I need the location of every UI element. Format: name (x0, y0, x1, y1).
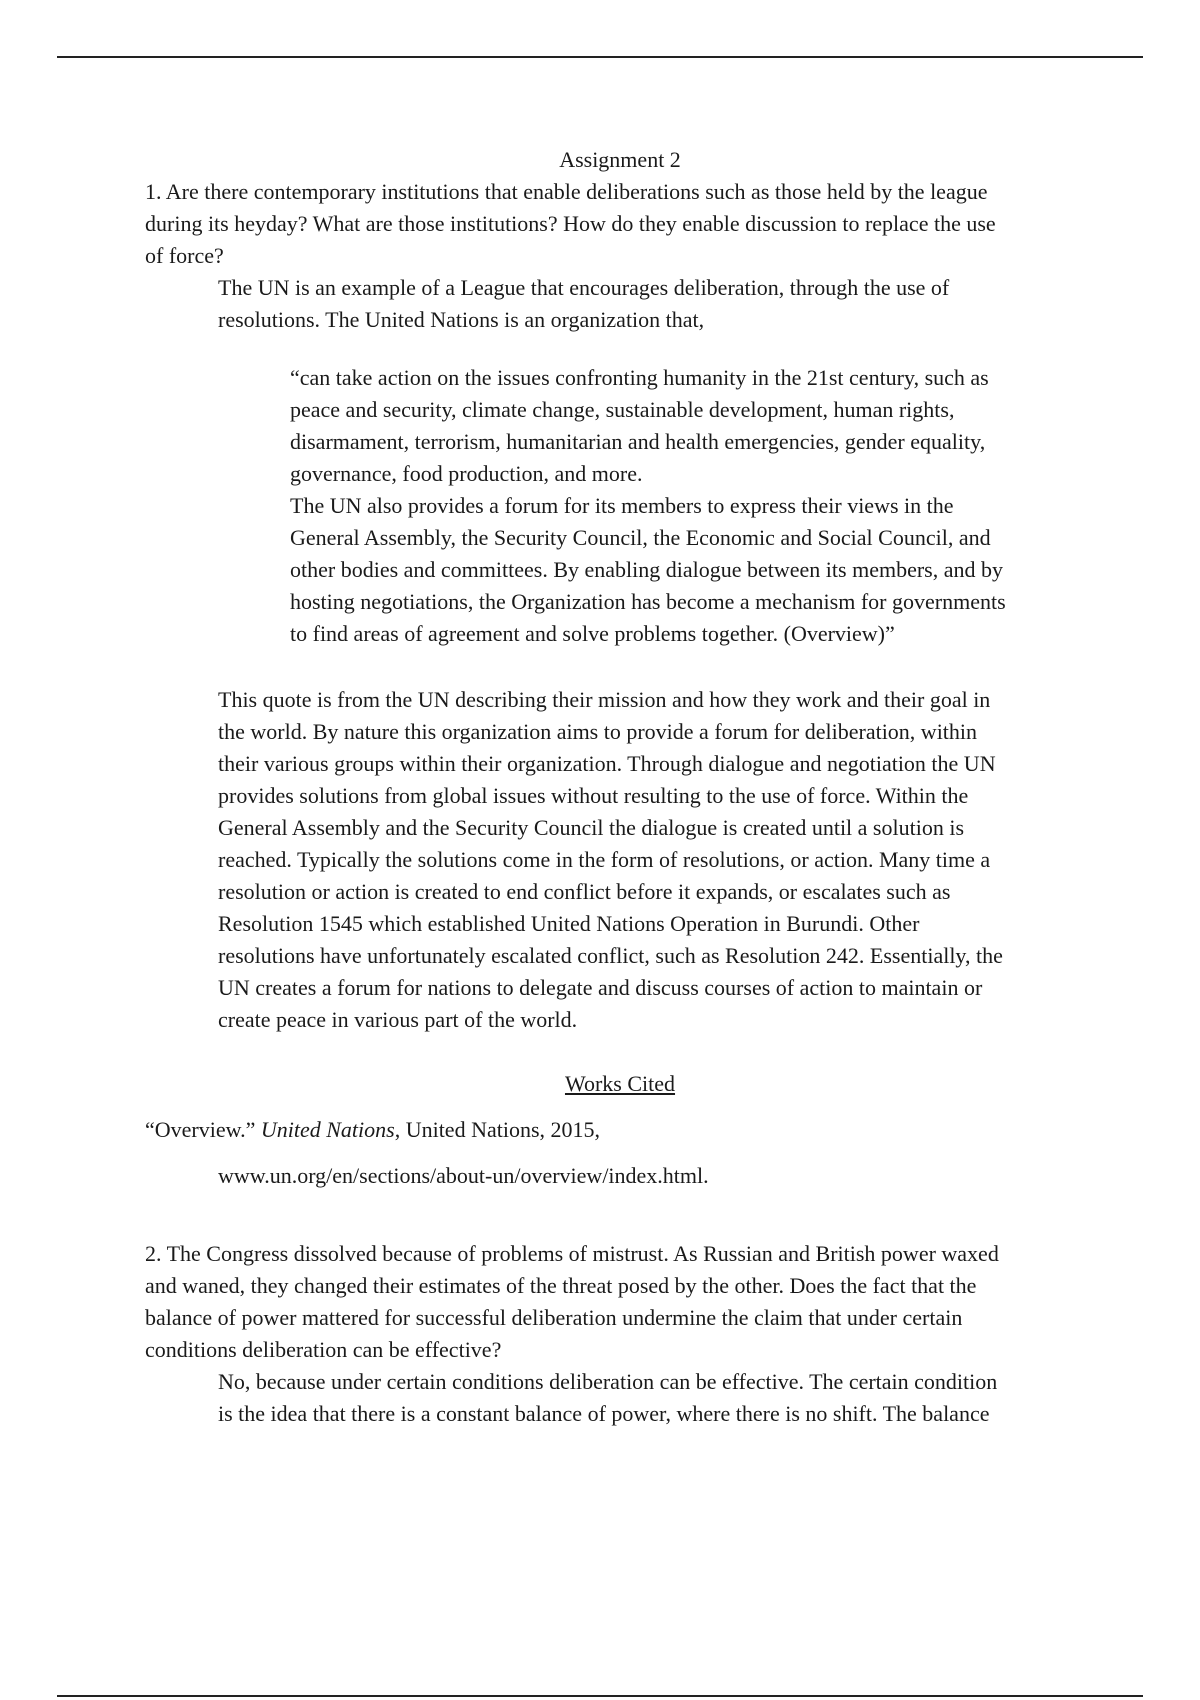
answer1-body-line-2: the world. By nature this organization aims to provide a forum for deliberation, within (218, 719, 978, 744)
question2-line-2: and waned, they changed their estimates of the threat posed by the other. Does the fact that the (145, 1273, 977, 1298)
answer1-body-line-9: resolutions have unfortunately escalated conflict, such as Resolution 242. Essentially, the (218, 943, 1003, 968)
works-cited-url: www.un.org/en/sections/about-un/overview/index.html. (218, 1163, 709, 1188)
answer1-intro-line-2: resolutions. The United Nations is an organization that, (218, 307, 705, 332)
answer1-body-line-8: Resolution 1545 which established United Nations Operation in Burundi. Other (218, 911, 920, 936)
quote-line-7: other bodies and committees. By enabling dialogue between its members, and by (290, 557, 1003, 582)
quote-line-1: “can take action on the issues confronting humanity in the 21st century, such as (290, 365, 989, 390)
quote-line-9: to find areas of agreement and solve problems together. (Overview)” (290, 621, 895, 646)
answer1-body-line-7: resolution or action is created to end conflict before it expands, or escalates such as (218, 879, 951, 904)
answer1-body-line-1: This quote is from the UN describing their mission and how they work and their goal in (218, 687, 991, 712)
question1-line-1: 1. Are there contemporary institutions that enable deliberations such as those held by the league (145, 179, 988, 204)
question1-line-2: during its heyday? What are those institutions? How do they enable discussion to replace the use (145, 211, 996, 236)
answer2-line-1: No, because under certain conditions deliberation can be effective. The certain condition (218, 1369, 998, 1394)
works-cited-entry-suffix: , United Nations, 2015, (394, 1117, 601, 1142)
question2-line-4: conditions deliberation can be effective? (145, 1337, 502, 1362)
quote-line-4: governance, food production, and more. (290, 461, 643, 486)
answer1-body-line-5: General Assembly and the Security Council the dialogue is created until a solution is (218, 815, 965, 840)
answer1-body-line-3: their various groups within their organization. Through dialogue and negotiation the UN (218, 751, 996, 776)
quote-line-3: disarmament, terrorism, humanitarian and health emergencies, gender equality, (290, 429, 986, 454)
quote-line-2: peace and security, climate change, sustainable development, human rights, (290, 397, 955, 422)
works-cited-entry-source: United Nations (260, 1117, 395, 1142)
quote-line-8: hosting negotiations, the Organization has become a mechanism for governments (290, 589, 1006, 614)
bottom-rule (57, 1695, 1143, 1697)
quote-line-6: General Assembly, the Security Council, the Economic and Social Council, and (290, 525, 991, 550)
answer1-body-line-4: provides solutions from global issues without resulting to the use of force. Within the (218, 783, 969, 808)
answer2-line-2: is the idea that there is a constant balance of power, where there is no shift. The balance (218, 1401, 990, 1426)
works-cited-entry-prefix: “Overview.” (145, 1117, 261, 1142)
works-cited-entry (145, 1114, 600, 1146)
top-rule (57, 56, 1143, 58)
quote-line-5: The UN also provides a forum for its members to express their views in the (290, 493, 954, 518)
answer1-body-line-6: reached. Typically the solutions come in the form of resolutions, or action. Many time a (218, 847, 991, 872)
question2-line-1: 2. The Congress dissolved because of problems of mistrust. As Russian and British power waxed (145, 1241, 999, 1266)
document-title: Assignment 2 (559, 147, 681, 172)
question1-line-3: of force? (145, 243, 224, 268)
answer1-intro-line-1: The UN is an example of a League that encourages deliberation, through the use of (218, 275, 950, 300)
question2-line-3: balance of power mattered for successful deliberation undermine the claim that under certain (145, 1305, 963, 1330)
works-cited-heading: Works Cited (564, 1071, 676, 1096)
answer1-body-line-11: create peace in various part of the world. (218, 1007, 578, 1032)
answer1-body-line-10: UN creates a forum for nations to delegate and discuss courses of action to maintain or (218, 975, 983, 1000)
